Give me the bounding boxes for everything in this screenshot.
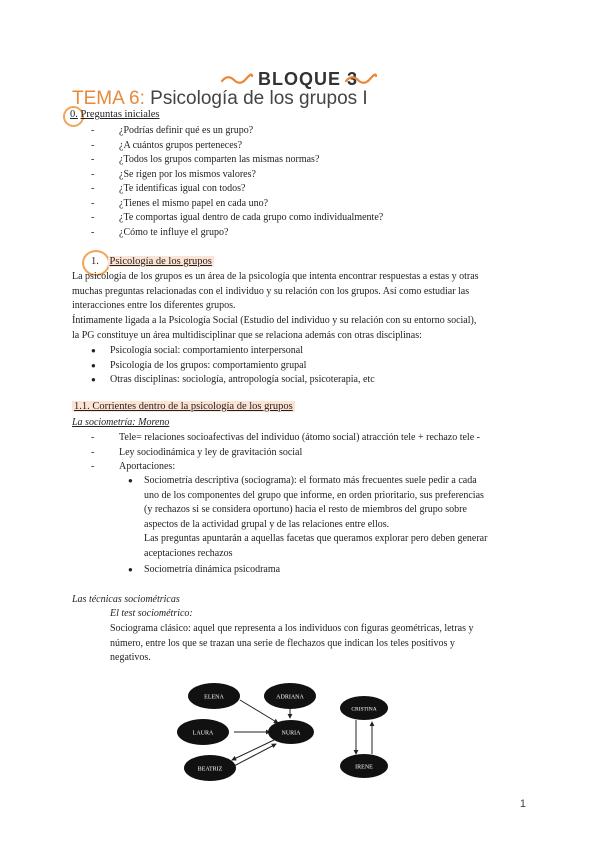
list-item: - ¿Podrías definir qué es un grupo? — [91, 124, 383, 139]
text-line: uno de los componentes del grupo que informe, en orden prioritario, sus preferencias — [144, 489, 484, 501]
text-line: La psicología de los grupos es un área de la psicología que intenta encontrar respuestas a estas y otras — [72, 271, 479, 282]
text-line: negativos. — [110, 652, 151, 663]
node-label: NURIA — [281, 730, 301, 737]
node-label: IRENE — [355, 764, 373, 771]
aportaciones-bullet-2 — [128, 563, 280, 578]
node-label: ELENA — [204, 694, 224, 701]
text-line: número, entre los que se trazan una serie de flechazos que indican los teles positivos y — [110, 637, 455, 649]
page-number: 1 — [519, 798, 526, 810]
section-1-paragraph-1 — [72, 270, 532, 314]
section-1-heading — [91, 256, 214, 267]
text-line: Sociometría dinámica psicodrama — [144, 564, 281, 575]
text-line: Sociograma clásico: aquel que representa a los individuos con figuras geométricas, letras y — [110, 623, 474, 634]
section-1-1-heading — [72, 401, 295, 412]
tema-title: Psicología de los grupos I — [150, 88, 368, 109]
node-label: LAURA — [192, 730, 214, 737]
tecnicas-title: Las técnicas sociométricas — [72, 594, 180, 605]
initial-questions-list — [91, 124, 383, 240]
disciplines-list — [91, 344, 375, 388]
section-1-number: 1. — [91, 256, 99, 267]
sociogram-diagram — [170, 680, 420, 785]
sociograma-description — [110, 622, 474, 666]
test-sociometrico-subtitle: El test sociométrico: — [110, 608, 193, 619]
text-line: la PG constituye un área multidisciplinar que se relaciona además con otras disciplinas: — [72, 329, 422, 341]
text-line: Íntimamente ligada a la Psicología Social (Estudio del individuo y su relación con su entorno social), — [72, 315, 477, 326]
sociometria-list — [91, 431, 480, 475]
bullet-icon: ● — [128, 476, 133, 485]
node-irene — [340, 754, 388, 778]
list-item: - ¿Te identificas igual con todos? — [91, 182, 383, 197]
list-item: - Aportaciones: — [91, 460, 480, 475]
text-line: Las preguntas apuntarán a aquellas facetas que queramos explorar pero deben generar — [144, 533, 488, 544]
section-0-number: 0. — [70, 109, 78, 120]
section-0-title: Preguntas iniciales — [80, 109, 160, 120]
node-cristina — [340, 696, 388, 720]
list-item: ● Otras disciplinas: sociología, antropología social, psicoterapia, etc — [91, 373, 375, 388]
section-0-heading — [70, 109, 160, 120]
node-nuria — [268, 720, 314, 744]
text-line: interacciones entre los diferentes grupos. — [72, 300, 236, 311]
text-line: (y rechazos si se considera oportuno) hacia el resto de miembros del grupo sobre — [144, 504, 467, 515]
tema-number: TEMA 6: — [72, 88, 145, 109]
section-1-1-title: 1.1. Corrientes dentro de la psicología de los grupos — [74, 401, 293, 412]
node-adriana — [264, 683, 316, 709]
page-title — [72, 88, 368, 110]
list-item: ● Psicología social: comportamiento interpersonal — [91, 344, 375, 359]
text-line: muchas preguntas relacionadas con el individuo y su relación con los grupos. Así como estudiar las — [72, 285, 470, 297]
list-item: - Tele= relaciones socioafectivas del individuo (átomo social) atracción tele + rechazo tele - — [91, 431, 480, 446]
list-item: - Ley sociodinámica y ley de gravitación social — [91, 446, 480, 461]
node-laura — [177, 719, 229, 745]
node-beatriz — [184, 755, 236, 781]
sociometria-subtitle: La sociometría: Moreno — [72, 417, 170, 428]
list-item: - ¿Tienes el mismo papel en cada uno? — [91, 197, 383, 212]
text-line: aspectos de la actividad grupal y de las relaciones entre ellos. — [144, 518, 390, 530]
right-squiggle-icon — [344, 73, 378, 85]
left-squiggle-icon — [220, 73, 254, 85]
list-item: - ¿Te comportas igual dentro de cada grupo como individualmente? — [91, 211, 383, 226]
arrow-nuria-beatriz — [232, 740, 274, 760]
bloque-title: BLOQUE 3 — [258, 69, 359, 89]
list-item: ● Psicología de los grupos: comportamiento grupal — [91, 359, 375, 374]
list-item: - ¿Se rigen por los mismos valores? — [91, 168, 383, 183]
node-label: BEATRIZ — [197, 766, 223, 773]
aportaciones-bullet-1 — [128, 474, 487, 561]
node-label: ADRIANA — [276, 694, 304, 701]
text-line: Sociometría descriptiva (sociograma): el formato más frecuentes suele pedir a cada — [144, 475, 477, 486]
node-elena — [188, 683, 240, 709]
list-item: - ¿Cómo te influye el grupo? — [91, 226, 383, 241]
arrow-beatriz-nuria — [234, 744, 276, 766]
node-label: CRISTINA — [351, 706, 377, 713]
list-item: - ¿A cuántos grupos perteneces? — [91, 139, 383, 154]
text-line: aceptaciones rechazos — [144, 547, 233, 559]
section-1-title: Psicología de los grupos — [109, 256, 212, 267]
bullet-icon: ● — [128, 565, 133, 574]
list-item: - ¿Todos los grupos comparten las mismas normas? — [91, 153, 383, 168]
section-1-paragraph-2 — [72, 314, 532, 343]
